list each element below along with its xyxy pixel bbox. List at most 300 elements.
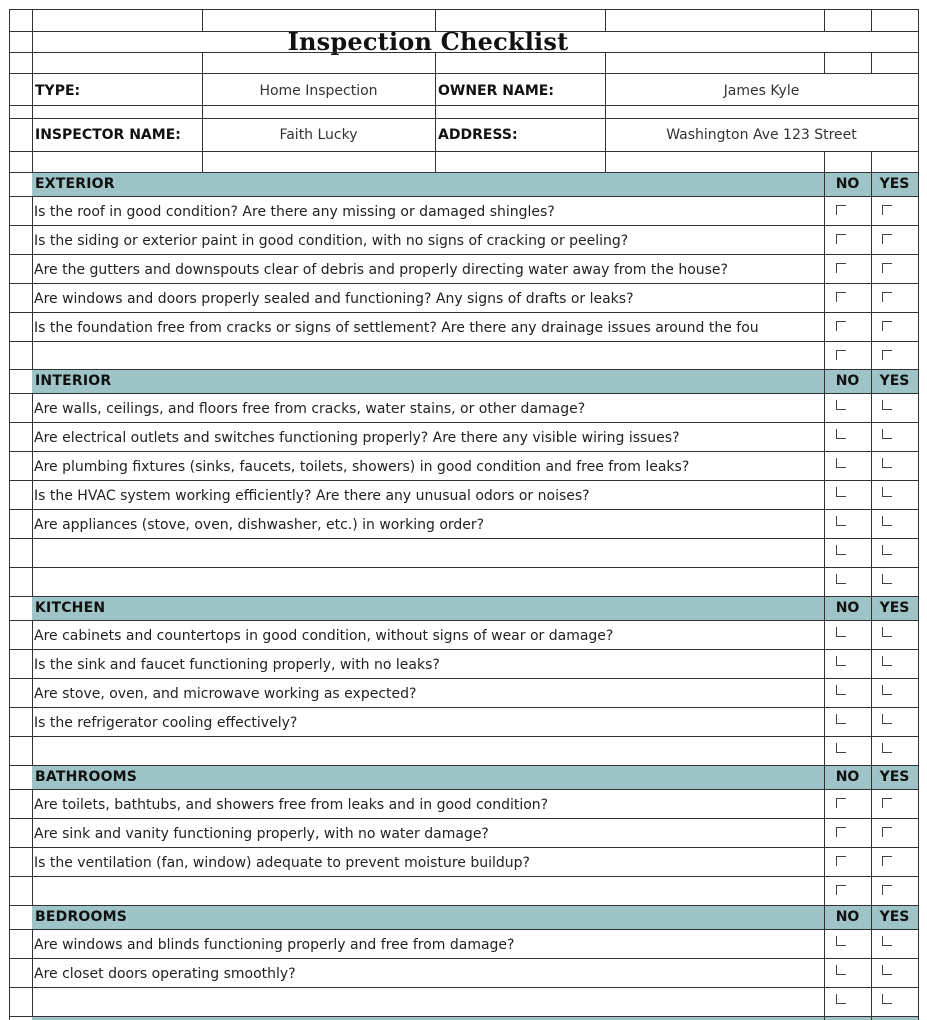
grid-line [824,789,825,818]
grid-line [824,52,825,73]
grid-line [871,987,872,1016]
grid-line [824,422,825,451]
type-label: TYPE: [35,83,81,99]
grid-line [918,393,919,422]
grid-line [32,341,33,369]
grid-line [435,52,436,172]
grid-line [9,312,918,313]
grid-line [824,678,825,707]
checklist-question [32,990,822,1016]
grid-line [9,31,918,32]
grid-line [9,905,918,906]
grid-line [9,105,918,106]
grid-line [32,876,33,905]
no-checkbox[interactable] [836,321,846,331]
grid-line [32,649,33,678]
grid-line [32,847,33,876]
yes-checkbox[interactable] [882,685,892,695]
page-title: Inspection Checklist [287,26,569,56]
grid-line [824,451,825,480]
grid-line [824,847,825,876]
yes-checkbox[interactable] [882,827,892,837]
grid-line [918,765,919,789]
grid-line [32,283,33,312]
grid-line [32,422,33,451]
grid-line [824,736,825,765]
checklist-question: Are stove, oven, and microwave working as expected? [34,686,417,702]
no-checkbox[interactable] [836,627,846,637]
grid-line [9,596,918,597]
owner-name-label: OWNER NAME: [438,83,554,99]
grid-line [9,509,918,510]
no-checkbox[interactable] [836,350,846,360]
grid-line [32,538,33,567]
grid-line [9,818,918,819]
no-column-header: NO [835,600,860,616]
grid-line [918,596,919,620]
no-checkbox[interactable] [836,400,846,410]
grid-line [824,312,825,341]
grid-line [9,847,10,876]
inspector-name-label: INSPECTOR NAME: [35,127,181,143]
yes-column-header: YES [879,909,910,925]
no-checkbox[interactable] [836,685,846,695]
grid-line [9,369,10,393]
checklist-question: Is the ventilation (fan, window) adequate to prevent moisture buildup? [34,855,530,871]
grid-line [32,393,33,422]
grid-line [871,196,872,225]
yes-checkbox[interactable] [882,292,892,302]
grid-line [9,620,918,621]
grid-line [9,283,10,312]
grid-line [918,929,919,958]
grid-line [918,958,919,987]
checklist-question [32,570,822,596]
grid-line [9,254,10,283]
yes-checkbox[interactable] [882,545,892,555]
yes-column-header: YES [879,176,910,192]
grid-line [9,9,918,10]
grid-line [9,905,10,929]
grid-line [9,929,10,958]
grid-line [824,341,825,369]
grid-line [32,987,33,1016]
checklist-question: Are windows and doors properly sealed and functioning? Any signs of drafts or leaks? [34,291,634,307]
grid-line [32,789,33,818]
grid-line [871,52,872,73]
yes-checkbox[interactable] [882,936,892,946]
checklist-question: Are the gutters and downspouts clear of debris and properly directing water away from the house? [34,262,728,278]
grid-line [32,818,33,847]
grid-line [871,649,872,678]
checklist-question [32,879,822,905]
grid-line [9,678,918,679]
grid-line [871,765,872,789]
checklist-question: Are appliances (stove, oven, dishwasher, etc.) in working order? [34,517,485,533]
grid-line [918,707,919,736]
yes-checkbox[interactable] [882,350,892,360]
grid-line [9,172,918,173]
grid-line [918,847,919,876]
grid-line [9,567,918,568]
grid-line [824,9,825,31]
grid-line [918,283,919,312]
grid-line [9,196,918,197]
grid-line [9,649,10,678]
no-checkbox[interactable] [836,545,846,555]
grid-line [824,929,825,958]
no-checkbox[interactable] [836,429,846,439]
grid-line [871,9,872,31]
yes-checkbox[interactable] [882,798,892,808]
checklist-question: Is the refrigerator cooling effectively? [34,715,298,731]
grid-line [9,422,10,451]
grid-line [824,905,825,929]
grid-line [871,929,872,958]
grid-line [918,876,919,905]
no-checkbox[interactable] [836,885,846,895]
grid-line [824,393,825,422]
grid-line [871,538,872,567]
yes-checkbox[interactable] [882,994,892,1004]
grid-line [871,422,872,451]
no-checkbox[interactable] [836,798,846,808]
no-checkbox[interactable] [836,994,846,1004]
grid-line [871,707,872,736]
grid-line [9,538,10,567]
grid-line [9,509,10,538]
grid-line [918,9,919,172]
grid-line [9,225,10,254]
grid-line [9,987,10,1016]
yes-column-header: YES [879,769,910,785]
no-checkbox[interactable] [836,205,846,215]
grid-line [824,987,825,1016]
checklist-question [32,739,822,765]
grid-line [824,649,825,678]
checklist-question: Are toilets, bathtubs, and showers free from leaks and in good condition? [34,797,549,813]
grid-line [9,736,918,737]
grid-line [9,620,10,649]
grid-line [824,254,825,283]
no-checkbox[interactable] [836,656,846,666]
grid-line [918,818,919,847]
grid-line [9,958,918,959]
grid-line [9,929,918,930]
grid-line [9,818,10,847]
yes-column-header: YES [879,373,910,389]
grid-line [918,509,919,538]
grid-line [32,620,33,649]
address-label: ADDRESS: [438,127,518,143]
grid-line [871,393,872,422]
grid-line [9,283,918,284]
checklist-question: Is the HVAC system working efficiently? Are there any unusual odors or noises? [34,488,590,504]
grid-line [871,151,872,172]
yes-checkbox[interactable] [882,487,892,497]
grid-line [9,480,10,509]
grid-line [9,451,918,452]
grid-line [871,254,872,283]
grid-line [9,765,918,766]
grid-line [871,620,872,649]
grid-line [918,789,919,818]
grid-line [918,678,919,707]
grid-line [871,678,872,707]
grid-line [871,876,872,905]
grid-line [918,196,919,225]
grid-line [9,254,918,255]
grid-line [918,649,919,678]
yes-checkbox[interactable] [882,856,892,866]
yes-checkbox[interactable] [882,743,892,753]
grid-line [918,480,919,509]
grid-line [871,369,872,393]
grid-line [32,958,33,987]
checklist-question: Are closet doors operating smoothly? [34,966,296,982]
grid-line [9,172,10,196]
grid-line [9,1016,10,1020]
yes-checkbox[interactable] [882,574,892,584]
section-title-bathrooms: BATHROOMS [35,769,138,785]
checklist-question: Is the siding or exterior paint in good condition, with no signs of cracking or peeling? [34,233,629,249]
section-title-interior: INTERIOR [35,373,112,389]
grid-line [9,369,918,370]
grid-line [32,567,33,596]
grid-line [9,393,10,422]
yes-checkbox[interactable] [882,263,892,273]
checklist-question [32,344,822,369]
no-checkbox[interactable] [836,714,846,724]
no-checkbox[interactable] [836,827,846,837]
yes-checkbox[interactable] [882,656,892,666]
grid-line [9,707,10,736]
grid-line [871,789,872,818]
grid-line [918,451,919,480]
grid-line [918,538,919,567]
type-value[interactable]: Home Inspection [259,83,378,99]
grid-line [9,649,918,650]
grid-line [32,736,33,765]
yes-checkbox[interactable] [882,234,892,244]
section-title-bedrooms: BEDROOMS [35,909,128,925]
checklist-question: Are sink and vanity functioning properly, with no water damage? [34,826,489,842]
grid-line [918,341,919,369]
yes-checkbox[interactable] [882,458,892,468]
grid-line [32,929,33,958]
yes-checkbox[interactable] [882,516,892,526]
grid-line [824,225,825,254]
section-title-exterior: EXTERIOR [35,176,115,192]
no-column-header: NO [835,769,860,785]
grid-line [871,958,872,987]
checklist-question: Are plumbing fixtures (sinks, faucets, toilets, showers) in good condition and free from leaks? [34,459,690,475]
grid-line [871,225,872,254]
grid-line [9,567,10,596]
checklist-question: Is the foundation free from cracks or signs of settlement? Are there any drainage issues around the fou [34,320,759,336]
grid-line [605,9,606,31]
grid-line [918,567,919,596]
no-column-header: NO [835,909,860,925]
yes-checkbox[interactable] [882,400,892,410]
checklist-question: Are windows and blinds functioning properly and free from damage? [34,937,515,953]
grid-line [9,341,918,342]
grid-line [871,172,872,196]
grid-line [32,9,33,172]
grid-line [32,225,33,254]
grid-line [871,596,872,620]
grid-line [9,789,918,790]
grid-line [918,369,919,393]
grid-line [9,151,918,152]
no-checkbox[interactable] [836,516,846,526]
grid-line [824,876,825,905]
grid-line [202,52,203,172]
grid-line [824,538,825,567]
grid-line [32,678,33,707]
grid-line [435,9,436,31]
grid-line [9,876,918,877]
grid-line [9,118,918,119]
grid-line [871,818,872,847]
grid-line [9,341,10,369]
grid-line [871,1016,872,1020]
grid-line [871,312,872,341]
checklist-question: Is the roof in good condition? Are there any missing or damaged shingles? [34,204,555,220]
yes-checkbox[interactable] [882,965,892,975]
checklist-question: Are walls, ceilings, and floors free from cracks, water stains, or other damage? [34,401,586,417]
checklist-question: Are electrical outlets and switches functioning properly? Are there any visible wiring issues? [34,430,680,446]
grid-line [202,9,203,31]
grid-line [9,876,10,905]
grid-line [918,172,919,196]
no-checkbox[interactable] [836,965,846,975]
grid-line [918,225,919,254]
grid-line [871,736,872,765]
grid-line [9,765,10,789]
grid-line [9,480,918,481]
yes-checkbox[interactable] [882,714,892,724]
grid-line [918,254,919,283]
grid-line [9,847,918,848]
grid-line [824,151,825,172]
inspector-name-value[interactable]: Faith Lucky [279,127,358,143]
grid-line [824,818,825,847]
grid-line [9,596,10,620]
no-checkbox[interactable] [836,292,846,302]
grid-line [871,283,872,312]
grid-line [9,789,10,818]
grid-line [824,172,825,196]
grid-line [918,987,919,1016]
yes-checkbox[interactable] [882,205,892,215]
checklist-question: Are cabinets and countertops in good condition, without signs of wear or damage? [34,628,614,644]
grid-line [9,225,918,226]
grid-line [9,73,918,74]
no-checkbox[interactable] [836,263,846,273]
grid-line [9,538,918,539]
grid-line [871,509,872,538]
grid-line [9,707,918,708]
grid-line [824,596,825,620]
grid-line [918,905,919,929]
grid-line [9,958,10,987]
grid-line [824,1016,825,1020]
grid-line [9,736,10,765]
no-checkbox[interactable] [836,458,846,468]
address-value[interactable]: Washington Ave 123 Street [666,127,857,143]
grid-line [918,736,919,765]
grid-line [824,196,825,225]
grid-line [824,369,825,393]
grid-line [32,196,33,225]
grid-line [9,987,918,988]
grid-line [824,509,825,538]
grid-line [918,1016,919,1020]
no-checkbox[interactable] [836,574,846,584]
grid-line [32,480,33,509]
grid-line [9,451,10,480]
grid-line [824,283,825,312]
grid-line [871,847,872,876]
grid-line [9,422,918,423]
checklist-question: Is the sink and faucet functioning properly, with no leaks? [34,657,440,673]
grid-line [32,451,33,480]
grid-line [32,312,33,341]
grid-line [9,52,918,53]
no-column-header: NO [835,176,860,192]
grid-line [871,480,872,509]
grid-line [9,393,918,394]
checklist-question [32,541,822,567]
grid-line [32,707,33,736]
grid-line [824,707,825,736]
grid-line [871,905,872,929]
grid-line [9,9,10,172]
yes-checkbox[interactable] [882,321,892,331]
grid-line [918,312,919,341]
grid-line [605,52,606,172]
grid-line [871,567,872,596]
grid-line [871,451,872,480]
no-checkbox[interactable] [836,856,846,866]
no-checkbox[interactable] [836,743,846,753]
no-checkbox[interactable] [836,936,846,946]
grid-line [824,765,825,789]
grid-line [871,341,872,369]
grid-line [9,312,10,341]
owner-name-value[interactable]: James Kyle [723,83,800,99]
grid-line [9,196,10,225]
yes-column-header: YES [879,600,910,616]
no-column-header: NO [835,373,860,389]
grid-line [824,958,825,987]
yes-checkbox[interactable] [882,429,892,439]
section-title-kitchen: KITCHEN [35,600,106,616]
grid-line [32,254,33,283]
yes-checkbox[interactable] [882,627,892,637]
no-checkbox[interactable] [836,487,846,497]
yes-checkbox[interactable] [882,885,892,895]
grid-line [918,422,919,451]
grid-line [32,509,33,538]
grid-line [918,620,919,649]
grid-line [9,1016,918,1017]
no-checkbox[interactable] [836,234,846,244]
grid-line [824,567,825,596]
grid-line [9,678,10,707]
grid-line [824,480,825,509]
